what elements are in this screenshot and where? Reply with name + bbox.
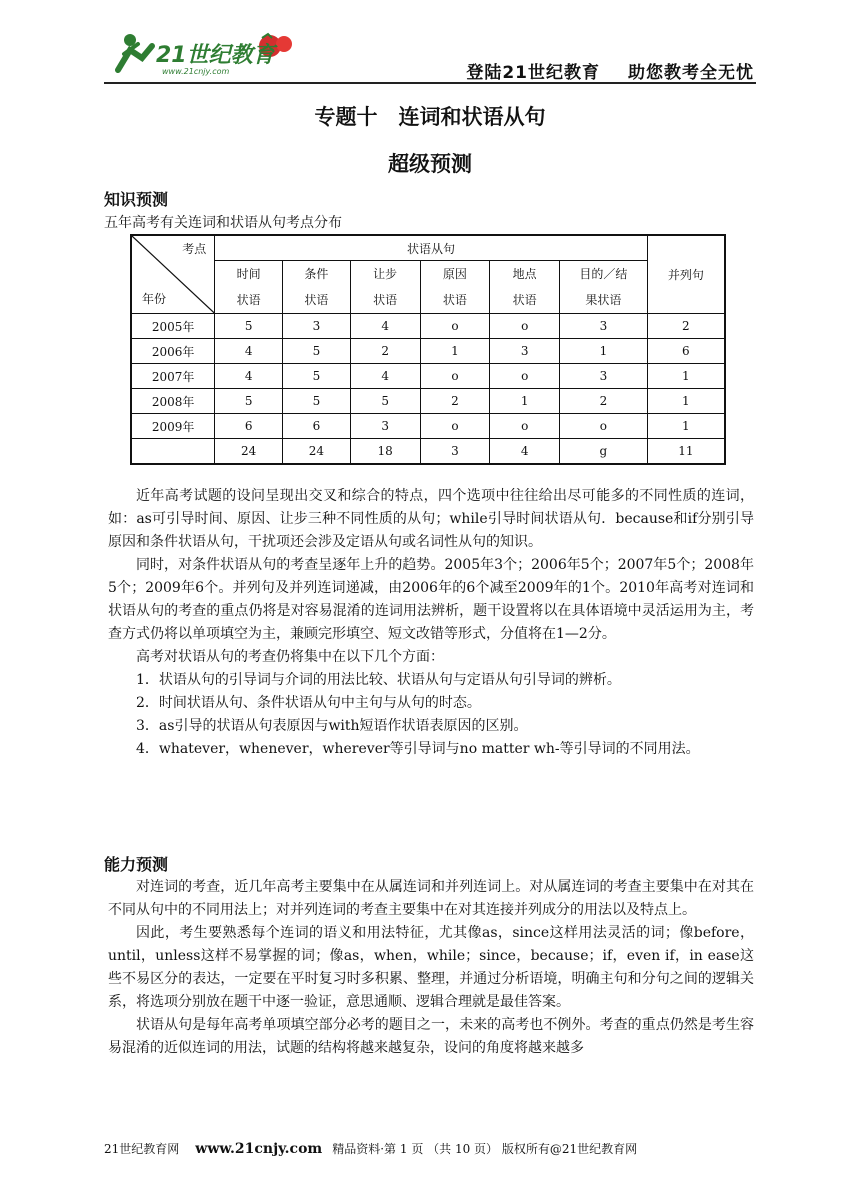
year-cell: 2006年 (131, 339, 215, 364)
paragraph-2 (108, 554, 754, 646)
value-cell: 24 (215, 439, 283, 465)
value-cell: 2 (350, 339, 420, 364)
page-title: 专题十 连词和状语从句 (314, 105, 546, 129)
text-line: 对连词的考查，近几年高考主要集中在从属连词和并列连词上。对从属连词的考查主要 (136, 879, 670, 895)
value-cell: o (420, 364, 490, 389)
point-list (108, 669, 754, 761)
value-cell: 4 (215, 364, 283, 389)
paragraph-1 (108, 485, 754, 554)
value-cell: o (490, 414, 560, 439)
page-subtitle: 超级预测 (388, 152, 472, 176)
last-header-cell: 并列句 (647, 235, 725, 314)
text-line: 因此，考生要熟悉每个连词的语义和用法特征，尤其像as，since这样用法灵活的词； (136, 925, 679, 941)
column-header-line2: 状语 (373, 293, 398, 307)
paragraph-5 (108, 922, 754, 1014)
column-header-line1: 地点 (512, 267, 537, 281)
site-logo (112, 30, 302, 78)
value-cell: 5 (283, 389, 351, 414)
value-cell: 24 (283, 439, 351, 465)
value-cell: 2 (420, 389, 490, 414)
column-header-cell (283, 261, 351, 314)
text-line: 集中在对其在不同从句中的不同用法上；对并列连词的考查主要集中在对其连接并列成分的 (108, 879, 754, 918)
year-cell: 2009年 (131, 414, 215, 439)
text-line: 同时，对条件状语从句的考查呈逐年上升的趋势。2005年3个；2006年5个；2007年 (136, 557, 668, 573)
column-header-cell (560, 261, 648, 314)
header-login-text: 登陆21世纪教育 (466, 63, 600, 83)
value-cell: 3 (490, 339, 560, 364)
value-cell: 1 (647, 364, 725, 389)
table-row (131, 439, 725, 465)
value-cell: 18 (350, 439, 420, 465)
value-cell: 5 (283, 364, 351, 389)
text-line: 短文改错等形式，分值将在1—2分。 (388, 626, 616, 642)
column-header-line2: 果状语 (585, 293, 622, 307)
column-header-line1: 目的／结 (579, 267, 628, 281)
column-header-line1: 条件 (304, 267, 329, 281)
value-cell: 5 (215, 389, 283, 414)
list-item: 4．whatever，whenever，wherever等引导词与no matter wh-等引导词的不同用法。 (136, 741, 700, 757)
corner-bottom-label: 年份 (142, 292, 167, 306)
value-cell: o (420, 414, 490, 439)
value-cell: 1 (560, 339, 648, 364)
logo-graphic (112, 30, 302, 78)
text-line: 的1个。2010年高考对连词和状语从句的考查的重点仍将是对容易混淆的连词用法辨析， (108, 580, 754, 619)
value-cell: 6 (283, 414, 351, 439)
text-line: 的知识。 (486, 534, 542, 550)
footer-page-info: 精品资料·第 1 页 （共 10 页） 版权所有@21世纪教育网 (332, 1142, 638, 1156)
column-header-line2: 状语 (512, 293, 537, 307)
column-header-line1: 让步 (373, 267, 398, 281)
year-cell: 2007年 (131, 364, 215, 389)
text-line: 仍然是考生容易混淆的近似连词的用法，试题的结构将越来越复杂，设问的角度将越来越多 (108, 1017, 754, 1056)
table-body (131, 314, 725, 465)
header-slogan (438, 58, 754, 83)
table-caption: 五年高考有关连词和状语从句考点分布 (104, 215, 342, 231)
paragraph-6 (108, 1014, 754, 1060)
value-cell: o (490, 364, 560, 389)
value-cell: 5 (215, 314, 283, 339)
table-subheader-row (131, 261, 725, 314)
distribution-table (130, 234, 726, 465)
value-cell: 6 (215, 414, 283, 439)
body-block-2 (108, 876, 754, 1060)
value-cell: 3 (420, 439, 490, 465)
column-header-line1: 原因 (442, 267, 467, 281)
value-cell: 1 (490, 389, 560, 414)
year-cell: 2005年 (131, 314, 215, 339)
table-row (131, 314, 725, 339)
text-line: 5个；2008年5个；2009年6个。并列句及并列连词递减，由2006年的6个减至2009年 (108, 557, 754, 596)
value-cell: 2 (647, 314, 725, 339)
value-cell: 2 (560, 389, 648, 414)
value-cell: 4 (350, 364, 420, 389)
text-line: 合理就是最佳答案。 (444, 994, 570, 1010)
corner-top-label: 考点 (182, 242, 207, 256)
table-row (131, 364, 725, 389)
value-cell: 3 (350, 414, 420, 439)
text-line: even if，in ease这些不易区分的表达，一定要在平时复习时多积累、整理，并通过分析 (108, 948, 754, 987)
footer-url-link[interactable]: www.21cnjy.com (195, 1141, 323, 1157)
column-header-line1: 时间 (236, 267, 261, 281)
value-cell: 4 (490, 439, 560, 465)
column-header-cell (350, 261, 420, 314)
text-line: 质的连词，如：as可引导时间、原因、让步三种不同性质的从句；while引导时间状语从 (108, 488, 755, 527)
text-line: 句．because和if分别引导原因和条件状语从句，干扰项还会涉及定语从句或名词性从句 (108, 511, 754, 550)
page-footer (104, 1140, 764, 1157)
value-cell: 6 (647, 339, 725, 364)
column-header-cell (490, 261, 560, 314)
table-header-row (131, 235, 725, 261)
table-row (131, 389, 725, 414)
column-header-cell (420, 261, 490, 314)
group-header-cell: 状语从句 (215, 235, 647, 261)
year-cell (131, 439, 215, 465)
value-cell: 11 (647, 439, 725, 465)
value-cell: 5 (350, 389, 420, 414)
header-motto-text: 助您教考全无忧 (628, 63, 754, 83)
table-corner-cell (131, 235, 215, 314)
text-line: 语境，明确主句和分句之间的逻辑关系，将选项分别放在题干中逐一验证，意思通顺、逻辑 (108, 971, 755, 1010)
value-cell: 3 (560, 314, 648, 339)
column-header-line2: 状语 (442, 293, 467, 307)
value-cell: 1 (647, 414, 725, 439)
logo-url: www.21cnjy.com (162, 67, 230, 76)
text-line: 近年高考试题的设问呈现出交叉和综合的特点，四个选项中往往给出尽可能多的不同性 (136, 488, 683, 504)
paragraph-3: 高考对状语从句的考查仍将集中在以下几个方面： (136, 649, 444, 665)
value-cell: 1 (420, 339, 490, 364)
paragraph-4 (108, 876, 754, 922)
column-header-line2: 状语 (236, 293, 261, 307)
logo-text: 21世纪教育 (156, 43, 275, 68)
value-cell: o (560, 414, 648, 439)
footer-site-name: 21世纪教育网 (104, 1142, 180, 1156)
value-cell: 4 (350, 314, 420, 339)
value-cell: 5 (283, 339, 351, 364)
list-item: 2．时间状语从句、条件状语从句中主句与从句的时态。 (136, 695, 481, 711)
value-cell: 4 (215, 339, 283, 364)
column-header-line2: 状语 (304, 293, 329, 307)
list-item: 3．as引导的状语从句表原因与with短语作状语表原因的区别。 (136, 718, 528, 734)
text-line: 状语从句是每年高考单项填空部分必考的题目之一，未来的高考也不例外。考查的重点 (136, 1017, 670, 1033)
value-cell: o (420, 314, 490, 339)
value-cell: g (560, 439, 648, 465)
text-line: 题干设置将以在具体语境中灵活运用为主，考查方式仍将以单项填空为主，兼顾完形填空、 (108, 603, 754, 642)
page-header (104, 28, 756, 84)
value-cell: 1 (647, 389, 725, 414)
table-row (131, 339, 725, 364)
text-line: 像before，until，unless这样不易掌握的词；像as，when，while；since，because；if， (108, 925, 754, 964)
value-cell: o (490, 314, 560, 339)
body-block-1 (108, 485, 754, 761)
section-heading-knowledge: 知识预测 (104, 190, 169, 209)
value-cell: 3 (560, 364, 648, 389)
column-header-cell (215, 261, 283, 314)
section-heading-ability: 能力预测 (104, 855, 169, 874)
value-cell: 3 (283, 314, 351, 339)
list-item: 1．状语从句的引导词与介词的用法比较、状语从句与定语从句引导词的辨析。 (136, 672, 621, 688)
text-line: 用法以及特点上。 (584, 902, 696, 918)
table-row (131, 414, 725, 439)
year-cell: 2008年 (131, 389, 215, 414)
